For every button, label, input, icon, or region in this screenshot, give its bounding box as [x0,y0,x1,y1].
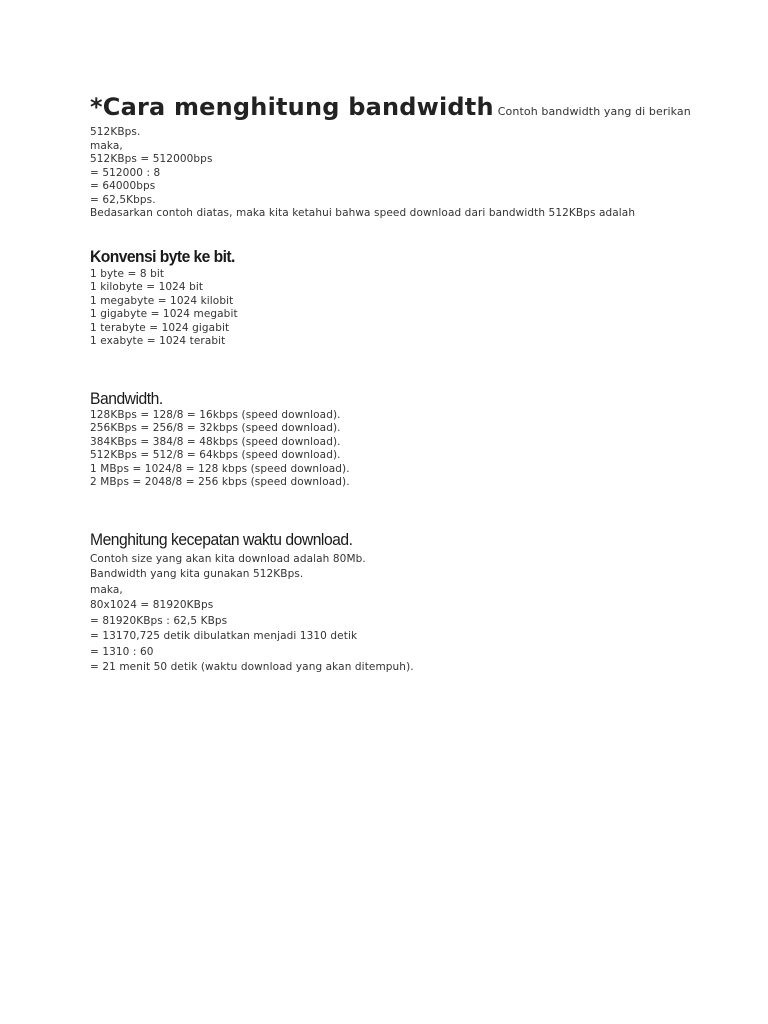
text-line: = 64000bps [90,180,156,192]
download-heading: Menghitung kecepatan waktu download. [90,529,353,549]
text-line: 128KBps = 128/8 = 16kbps (speed download). [90,408,341,421]
text-line: 1 kilobyte = 1024 bit [90,281,204,293]
text-line: 1 terabyte = 1024 gigabit [90,321,230,334]
text-line: = 81920KBps : 62,5 KBps [90,614,228,627]
text-line: 1 gigabyte = 1024 megabit [90,308,238,320]
text-line: maka, [90,583,123,596]
text-line: 2 MBps = 2048/8 = 256 kbps (speed download). [90,476,350,488]
intro-lines [90,126,750,221]
konversi-lines [90,268,750,349]
text-line: 256KBps = 256/8 = 32kbps (speed download). [90,422,341,434]
text-line: 1 exabyte = 1024 terabit [90,335,226,347]
text-line: Contoh size yang akan kita download adalah 80Mb. [90,552,366,565]
download-lines [90,552,750,676]
text-line: = 512000 : 8 [90,166,161,179]
text-line: 384KBps = 384/8 = 48kbps (speed download). [90,435,341,448]
text-line: 512KBps = 512/8 = 64kbps (speed download). [90,449,341,461]
page-title: *Cara menghitung bandwidth [90,93,494,121]
text-line: Bandwidth yang kita gunakan 512KBps. [90,568,304,580]
text-line: = 62,5Kbps. [90,193,156,206]
bandwidth-lines [90,409,750,490]
bandwidth-heading: Bandwidth. [90,388,163,408]
text-line: Bedasarkan contoh diatas, maka kita ketahui bahwa speed download dari bandwidth 512KBps adalah [90,207,636,219]
text-line: 1 megabyte = 1024 kilobit [90,294,234,307]
text-line: 512KBps = 512000bps [90,153,213,165]
text-line: 1 byte = 8 bit [90,267,165,280]
text-line: = 21 menit 50 detik (waktu download yang akan ditempuh). [90,661,414,673]
text-line: 1 MBps = 1024/8 = 128 kbps (speed download). [90,462,350,475]
text-line: 512KBps. [90,126,141,138]
intro-inline-text: Contoh bandwidth yang di berikan [497,105,691,118]
title-line [90,92,750,127]
text-line: maka, [90,139,123,152]
konversi-heading: Konvensi byte ke bit. [90,246,235,266]
document-page [90,92,750,676]
text-line: 80x1024 = 81920KBps [90,599,214,611]
text-line: = 1310 : 60 [90,645,154,658]
text-line: = 13170,725 detik dibulatkan menjadi 1310 detik [90,630,358,642]
